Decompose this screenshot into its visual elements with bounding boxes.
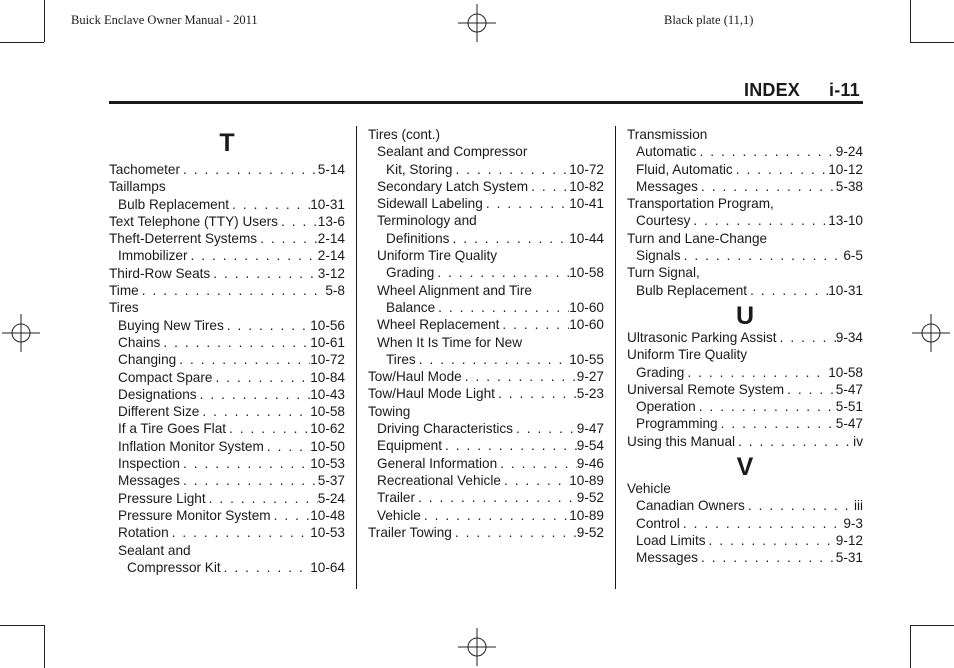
index-entry-page: 5-14	[317, 162, 345, 177]
dot-leader	[416, 351, 570, 368]
index-entry	[368, 368, 604, 385]
index-entry-text: Third-Row Seats	[109, 265, 211, 281]
dot-leader	[199, 403, 310, 420]
index-entry-page: 10-53	[310, 456, 345, 472]
index-entry-page: 5-23	[576, 386, 604, 402]
index-entry-page: 5-24	[317, 490, 345, 506]
index-entry-page: 10-72	[569, 161, 604, 177]
index-entry-page: 9-52	[576, 524, 604, 540]
index-entry-text: Balance	[386, 299, 436, 315]
dot-leader	[257, 230, 318, 247]
dot-leader	[501, 472, 569, 489]
index-entry-text: Vehicle	[627, 481, 671, 497]
index-entry-text: Sidewall Labeling	[377, 196, 483, 212]
crop-mark	[44, 0, 45, 42]
index-entry	[109, 420, 345, 437]
dot-leader	[434, 264, 569, 281]
index-entry-text: Time	[109, 283, 139, 299]
index-entry-page: 9-34	[835, 329, 863, 345]
index-entry	[109, 299, 345, 316]
index-entry	[368, 420, 604, 437]
index-entry	[109, 213, 345, 230]
index-entry-text: Compressor Kit	[127, 559, 221, 575]
index-entry-text: Trailer Towing	[368, 524, 452, 540]
dot-leader	[139, 282, 326, 299]
index-entry	[109, 403, 345, 420]
index-entry-text: Messages	[636, 550, 698, 566]
index-entry	[627, 329, 863, 346]
index-entry	[627, 532, 863, 549]
index-column-2	[368, 126, 604, 541]
index-entry-page: 10-82	[569, 178, 604, 194]
index-entry-page: 9-3	[843, 515, 863, 531]
dot-leader	[442, 437, 577, 454]
index-entry	[368, 351, 604, 368]
index-entry-text: Theft-Deterrent Systems	[109, 231, 258, 247]
index-letter-heading: U	[735, 301, 755, 330]
dot-leader	[452, 524, 577, 541]
dot-leader	[229, 196, 310, 213]
index-entry-text: Wheel Alignment and Tire	[377, 282, 532, 298]
index-entry-page: 10-58	[310, 404, 345, 420]
index-entry-page: 9-12	[835, 532, 863, 548]
index-entry-text: When It Is Time for New	[377, 334, 523, 350]
index-entry	[627, 264, 863, 281]
index-entry-page: 10-12	[828, 161, 863, 177]
index-entry-page: 9-46	[576, 455, 604, 471]
index-entry-page: 2-14	[317, 231, 345, 247]
index-entry-page: 13-6	[317, 213, 345, 229]
index-entry-text: Tires	[386, 351, 416, 367]
index-entry-page: 10-60	[569, 299, 604, 315]
index-entry-page: 10-72	[310, 352, 345, 368]
crop-mark	[910, 625, 911, 668]
index-entry-text: Control	[636, 515, 680, 531]
index-entry-page: 10-60	[569, 317, 604, 333]
index-entry	[109, 386, 345, 403]
index-entry-page: 5-8	[325, 283, 345, 299]
index-entry-text: Vehicle	[377, 507, 421, 523]
index-entry	[368, 247, 604, 264]
index-entry-page: 10-44	[569, 230, 604, 246]
index-entry-text: Uniform Tire Quality	[627, 347, 748, 363]
index-entry-page: 10-62	[310, 421, 345, 437]
dot-leader	[453, 161, 570, 178]
index-entry-text: Immobilizer	[118, 248, 188, 264]
column-divider	[615, 126, 616, 589]
index-entry-text: Driving Characteristics	[377, 421, 513, 437]
manual-title: Buick Enclave Owner Manual - 2011	[71, 13, 258, 27]
index-entry-text: Rotation	[118, 525, 169, 541]
index-entry	[368, 195, 604, 212]
index-entry	[627, 381, 863, 398]
page-number: i-11	[829, 80, 860, 100]
index-entry-text: Bulb Replacement	[636, 282, 748, 298]
index-entry	[627, 195, 863, 212]
index-entry	[368, 212, 604, 229]
index-entry-page: 10-31	[310, 196, 345, 212]
index-entry	[109, 369, 345, 386]
index-entry	[627, 415, 863, 432]
index-entry-text: Using this Manual	[627, 433, 736, 449]
index-entry-text: Wheel Replacement	[377, 317, 500, 333]
index-entry	[368, 507, 604, 524]
index-entry-page: 10-89	[569, 472, 604, 488]
dot-leader	[180, 161, 318, 178]
dot-leader	[696, 143, 835, 160]
dot-leader	[264, 438, 310, 455]
index-entry-text: Turn Signal,	[627, 265, 700, 281]
dot-leader	[226, 420, 310, 437]
index-entry	[627, 398, 863, 415]
index-entry	[109, 230, 345, 247]
index-entry-page: iv	[853, 433, 863, 449]
index-entry-text: Load Limits	[636, 532, 706, 548]
index-entry	[109, 282, 345, 299]
dot-leader	[497, 455, 577, 472]
index-entry-text: Pressure Monitor System	[118, 507, 271, 523]
dot-leader	[696, 398, 836, 415]
dot-leader	[169, 524, 311, 541]
registration-mark-icon	[912, 314, 950, 352]
index-entry	[627, 212, 863, 229]
index-entry-text: Changing	[118, 352, 177, 368]
dot-leader	[681, 247, 844, 264]
index-entry	[368, 455, 604, 472]
index-entry-text: Signals	[636, 248, 681, 264]
index-entry-page: 5-47	[835, 381, 863, 397]
dot-leader	[528, 178, 569, 195]
index-entry-page: 9-47	[576, 421, 604, 437]
plate-label: Black plate (11,1)	[664, 13, 754, 27]
index-entry	[109, 265, 345, 282]
index-entry-text: Tachometer	[109, 162, 181, 177]
index-entry-page: 10-48	[310, 507, 345, 523]
index-entry-text: Text Telephone (TTY) Users	[109, 213, 278, 229]
dot-leader	[684, 364, 828, 381]
index-entry-text: Tires (cont.)	[368, 127, 441, 142]
index-entry	[109, 507, 345, 524]
index-entry-text: Taillamps	[109, 179, 166, 195]
index-entry-text: Uniform Tire Quality	[377, 248, 498, 264]
index-entry	[109, 438, 345, 455]
section-title: INDEX	[744, 80, 801, 100]
index-entry-page: 2-14	[317, 248, 345, 264]
index-entry-text: Inflation Monitor System	[118, 438, 264, 454]
index-entry-page: 10-84	[310, 369, 345, 385]
index-entry-page: 3-12	[317, 265, 345, 281]
crop-mark	[0, 625, 44, 626]
index-entry-text: Kit, Storing	[386, 161, 453, 177]
dot-leader	[777, 329, 836, 346]
crop-mark	[0, 42, 44, 43]
index-entry	[368, 126, 604, 143]
index-entry-text: Fluid, Automatic	[636, 161, 733, 177]
index-entry-page: 9-27	[576, 369, 604, 385]
dot-leader	[706, 532, 836, 549]
index-entry-text: If a Tire Goes Flat	[118, 421, 227, 437]
crop-mark	[910, 625, 954, 626]
index-entry	[368, 143, 604, 160]
index-entry	[368, 472, 604, 489]
index-entry-text: Bulb Replacement	[118, 196, 230, 212]
registration-mark-icon	[458, 4, 496, 42]
index-entry	[627, 480, 863, 497]
index-entry-text: Towing	[368, 403, 411, 419]
index-entry	[627, 433, 863, 450]
index-entry	[627, 143, 863, 160]
dot-leader	[462, 368, 577, 385]
index-entry-page: 5-37	[317, 473, 345, 489]
index-letter-heading: V	[736, 453, 754, 482]
dot-leader	[278, 213, 318, 230]
index-entry-text: Turn and Lane-Change	[627, 230, 768, 246]
index-entry	[627, 126, 863, 143]
dot-leader	[212, 369, 310, 386]
index-entry-text: Inspection	[118, 456, 180, 472]
index-entry	[627, 364, 863, 381]
index-entry-text: Messages	[118, 473, 180, 489]
dot-leader	[499, 316, 569, 333]
index-entry-text: Designations	[118, 386, 197, 402]
crop-mark	[910, 0, 911, 42]
dot-leader	[210, 265, 318, 282]
index-entry	[109, 351, 345, 368]
dot-leader	[745, 497, 854, 514]
index-entry	[368, 489, 604, 506]
registration-mark-icon	[2, 314, 40, 352]
dot-leader	[747, 282, 828, 299]
index-entry	[109, 317, 345, 334]
index-entry-page: 9-54	[576, 438, 604, 454]
index-entry	[368, 282, 604, 299]
dot-leader	[513, 420, 577, 437]
index-entry-text: Automatic	[636, 144, 697, 160]
dot-leader	[206, 490, 318, 507]
index-letter-heading: T	[219, 129, 235, 157]
index-entry-page: 5-31	[835, 550, 863, 566]
dot-leader	[176, 351, 310, 368]
index-entry	[627, 230, 863, 247]
index-entry	[368, 385, 604, 402]
index-entry-text: Ultrasonic Parking Assist	[627, 329, 777, 345]
index-entry-page: 10-58	[828, 364, 863, 380]
index-entry-text: Operation	[636, 399, 696, 415]
index-entry-page: 10-61	[310, 334, 345, 350]
index-entry-page: 5-38	[835, 178, 863, 194]
index-entry-page: 5-51	[835, 399, 863, 415]
registration-mark-icon	[458, 628, 496, 666]
index-entry-text: Transportation Program,	[627, 196, 774, 212]
index-entry-page: 13-10	[828, 213, 863, 229]
dot-leader	[415, 489, 577, 506]
dot-leader	[718, 415, 836, 432]
index-entry-text: Different Size	[118, 404, 200, 420]
index-entry	[368, 334, 604, 351]
dot-leader	[197, 386, 311, 403]
index-entry	[109, 334, 345, 351]
index-entry-text: Secondary Latch System	[377, 178, 529, 194]
index-entry	[109, 455, 345, 472]
index-entry-page: 10-50	[310, 438, 345, 454]
column-divider	[356, 126, 357, 589]
index-entry	[109, 247, 345, 264]
index-entry	[109, 178, 345, 195]
index-entry-text: Chains	[118, 334, 161, 350]
index-entry-text: Terminology and	[377, 213, 477, 229]
index-entry	[627, 346, 863, 363]
index-entry-page: 10-56	[310, 317, 345, 333]
dot-leader	[180, 455, 310, 472]
index-column-1	[109, 126, 345, 576]
dot-leader	[180, 472, 318, 489]
index-entry-page: 10-55	[569, 351, 604, 367]
index-column-3	[627, 126, 863, 567]
index-entry-page: 10-43	[310, 386, 345, 402]
dot-leader	[421, 507, 569, 524]
index-entry	[627, 282, 863, 299]
index-entry-page: 10-58	[569, 265, 604, 281]
index-entry-text: Trailer	[377, 490, 416, 506]
index-entry	[627, 178, 863, 195]
dot-leader	[188, 247, 318, 264]
dot-leader	[735, 433, 853, 450]
index-entry-page: 10-53	[310, 525, 345, 541]
index-entry	[109, 490, 345, 507]
dot-leader	[495, 385, 577, 402]
index-entry-text: Definitions	[386, 230, 450, 246]
index-entry-page: 10-41	[569, 196, 604, 212]
dot-leader	[698, 178, 836, 195]
dot-leader	[483, 195, 569, 212]
index-entry	[627, 549, 863, 566]
dot-leader	[680, 515, 844, 532]
index-entry	[109, 524, 345, 541]
index-entry-text: Equipment	[377, 438, 442, 454]
index-entry-text: Programming	[636, 416, 718, 432]
index-entry-text: Pressure Light	[118, 490, 206, 506]
index-entry	[368, 161, 604, 178]
index-entry	[627, 515, 863, 532]
index-entry	[109, 559, 345, 576]
index-entry-page: 6-5	[843, 248, 863, 264]
index-entry	[109, 161, 345, 178]
dot-leader	[435, 299, 569, 316]
index-entry	[627, 497, 863, 514]
index-entry	[109, 542, 345, 559]
index-entry-text: Universal Remote System	[627, 381, 785, 397]
crop-mark	[910, 42, 954, 43]
index-entry	[368, 403, 604, 420]
index-entry-text: Transmission	[627, 127, 708, 142]
index-entry-page: 9-24	[835, 144, 863, 160]
index-entry-text: Tow/Haul Mode Light	[368, 386, 495, 402]
index-entry-text: Grading	[386, 265, 435, 281]
index-entry-text: Courtesy	[636, 213, 691, 229]
index-entry	[627, 161, 863, 178]
header-rule	[109, 101, 863, 104]
index-entry-text: General Information	[377, 455, 498, 471]
index-entry-page: 10-64	[310, 559, 345, 575]
index-entry-text: Canadian Owners	[636, 498, 745, 514]
dot-leader	[221, 559, 311, 576]
index-entry-page: 10-89	[569, 507, 604, 523]
dot-leader	[449, 230, 569, 247]
index-entry-text: Tires	[109, 300, 139, 316]
index-entry	[368, 524, 604, 541]
dot-leader	[224, 317, 310, 334]
index-entry	[368, 316, 604, 333]
dot-leader	[271, 507, 311, 524]
index-entry-text: Tow/Haul Mode	[368, 369, 462, 385]
dot-leader	[784, 381, 836, 398]
index-entry-text: Compact Spare	[118, 369, 213, 385]
index-entry-text: Sealant and	[118, 542, 191, 558]
index-entry-text: Grading	[636, 364, 685, 380]
index-entry-page: 9-52	[576, 490, 604, 506]
crop-mark	[44, 625, 45, 668]
dot-leader	[160, 334, 310, 351]
index-entry	[109, 196, 345, 213]
index-entry-page: iii	[853, 498, 863, 514]
index-entry-text: Sealant and Compressor	[377, 144, 528, 160]
index-entry	[368, 299, 604, 316]
dot-leader	[733, 161, 829, 178]
index-entry	[627, 247, 863, 264]
index-entry	[368, 178, 604, 195]
index-entry-page: 5-47	[835, 416, 863, 432]
index-entry-text: Buying New Tires	[118, 317, 224, 333]
index-entry-text: Recreational Vehicle	[377, 472, 501, 488]
index-entry	[109, 472, 345, 489]
index-entry-text: Messages	[636, 178, 698, 194]
dot-leader	[690, 212, 828, 229]
index-entry	[368, 264, 604, 281]
index-entry	[368, 437, 604, 454]
dot-leader	[698, 549, 836, 566]
index-entry-page: 10-31	[828, 282, 863, 298]
index-entry	[368, 230, 604, 247]
